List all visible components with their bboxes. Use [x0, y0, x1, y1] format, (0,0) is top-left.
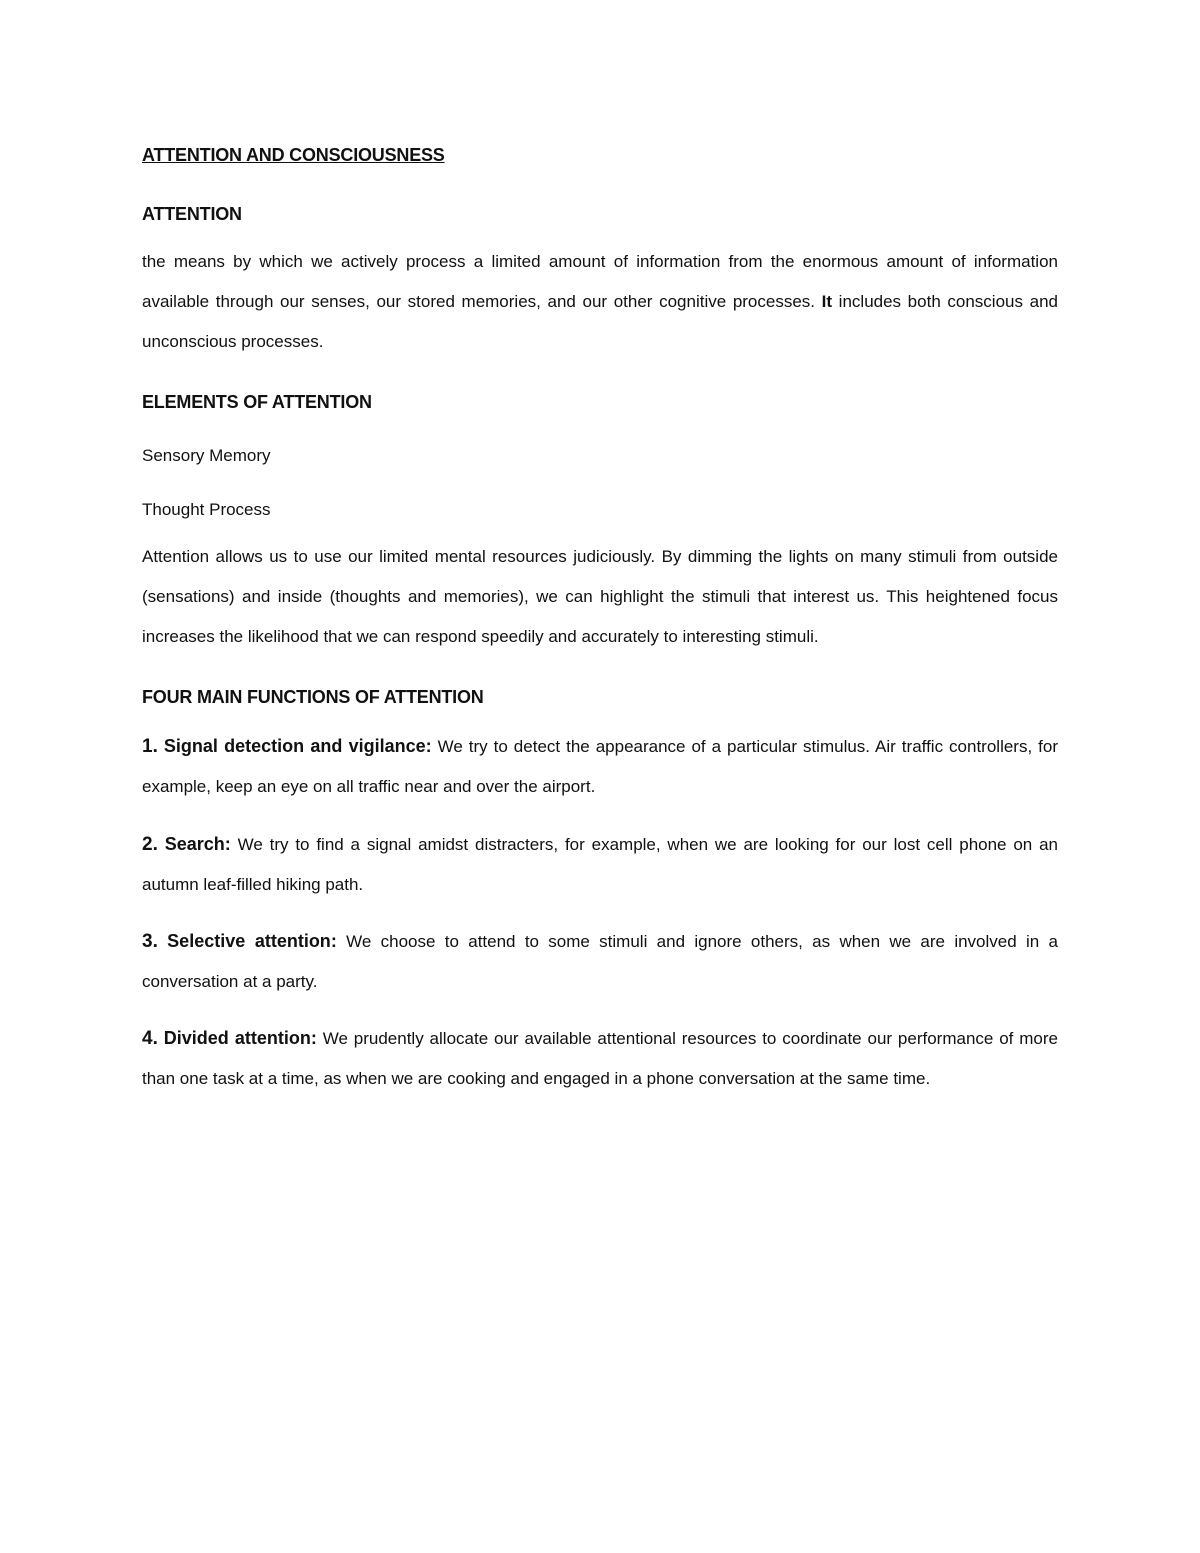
function-separator: : [224, 834, 231, 854]
elements-paragraph: Attention allows us to use our limited mental resources judiciously. By dimming the lights on many stimuli from outside (sensations) and inside (thoughts and memories), we can highlight the stimuli that interest us. This heightened focus increases the likelihood that we can respond speedily and accurately to interesting stimuli. [142, 547, 1058, 646]
function-item [142, 824, 1058, 905]
function-item [142, 921, 1058, 1002]
element-item-sensory-memory: Sensory Memory [142, 446, 271, 465]
function-number: 3. [142, 931, 158, 952]
function-text: We try to detect the appearance of a particular stimulus. Air traffic controllers, for example, keep an eye on all traffic near and over the airport. [142, 737, 1058, 796]
function-number: 4. [142, 1028, 158, 1049]
function-text: We choose to attend to some stimuli and ignore others, as when we are involved in a conversation at a party. [142, 932, 1058, 991]
function-text: We prudently allocate our available attentional resources to coordinate our performance of more than one task at a time, as when we are cooking and engaged in a phone conversation at the same time. [142, 1029, 1058, 1088]
function-item [142, 726, 1058, 807]
heading-functions: FOUR MAIN FUNCTIONS OF ATTENTION [142, 687, 484, 707]
function-item [142, 1018, 1058, 1099]
function-term: Search [164, 834, 225, 854]
document-body [142, 142, 1058, 1099]
function-text: We try to find a signal amidst distracters, for example, when we are looking for our lost cell phone on an autumn leaf-filled hiking path. [142, 835, 1058, 894]
function-separator: : [425, 736, 432, 756]
attention-definition [142, 242, 1058, 362]
function-number: 2. [142, 834, 158, 855]
function-separator: : [330, 931, 337, 951]
definition-main-text: the means by which we actively process a limited amount of information from the enormous amount of information available through our senses, our stored memories, and our other cognitive processes. [142, 252, 1058, 311]
function-term: Selective attention [167, 931, 331, 951]
element-item-thought-process: Thought Process [142, 500, 271, 519]
heading-elements: ELEMENTS OF ATTENTION [142, 392, 372, 412]
definition-bold-text: It [821, 292, 833, 311]
function-number: 1. [142, 736, 158, 757]
document-title: ATTENTION AND CONSCIOUSNESS [142, 145, 445, 165]
function-term: Signal detection and vigilance [163, 736, 426, 756]
heading-attention: ATTENTION [142, 204, 242, 224]
function-separator: : [310, 1028, 317, 1048]
definition-tail-text: includes both conscious and unconscious processes. [142, 292, 1058, 351]
function-term: Divided attention [163, 1028, 311, 1048]
